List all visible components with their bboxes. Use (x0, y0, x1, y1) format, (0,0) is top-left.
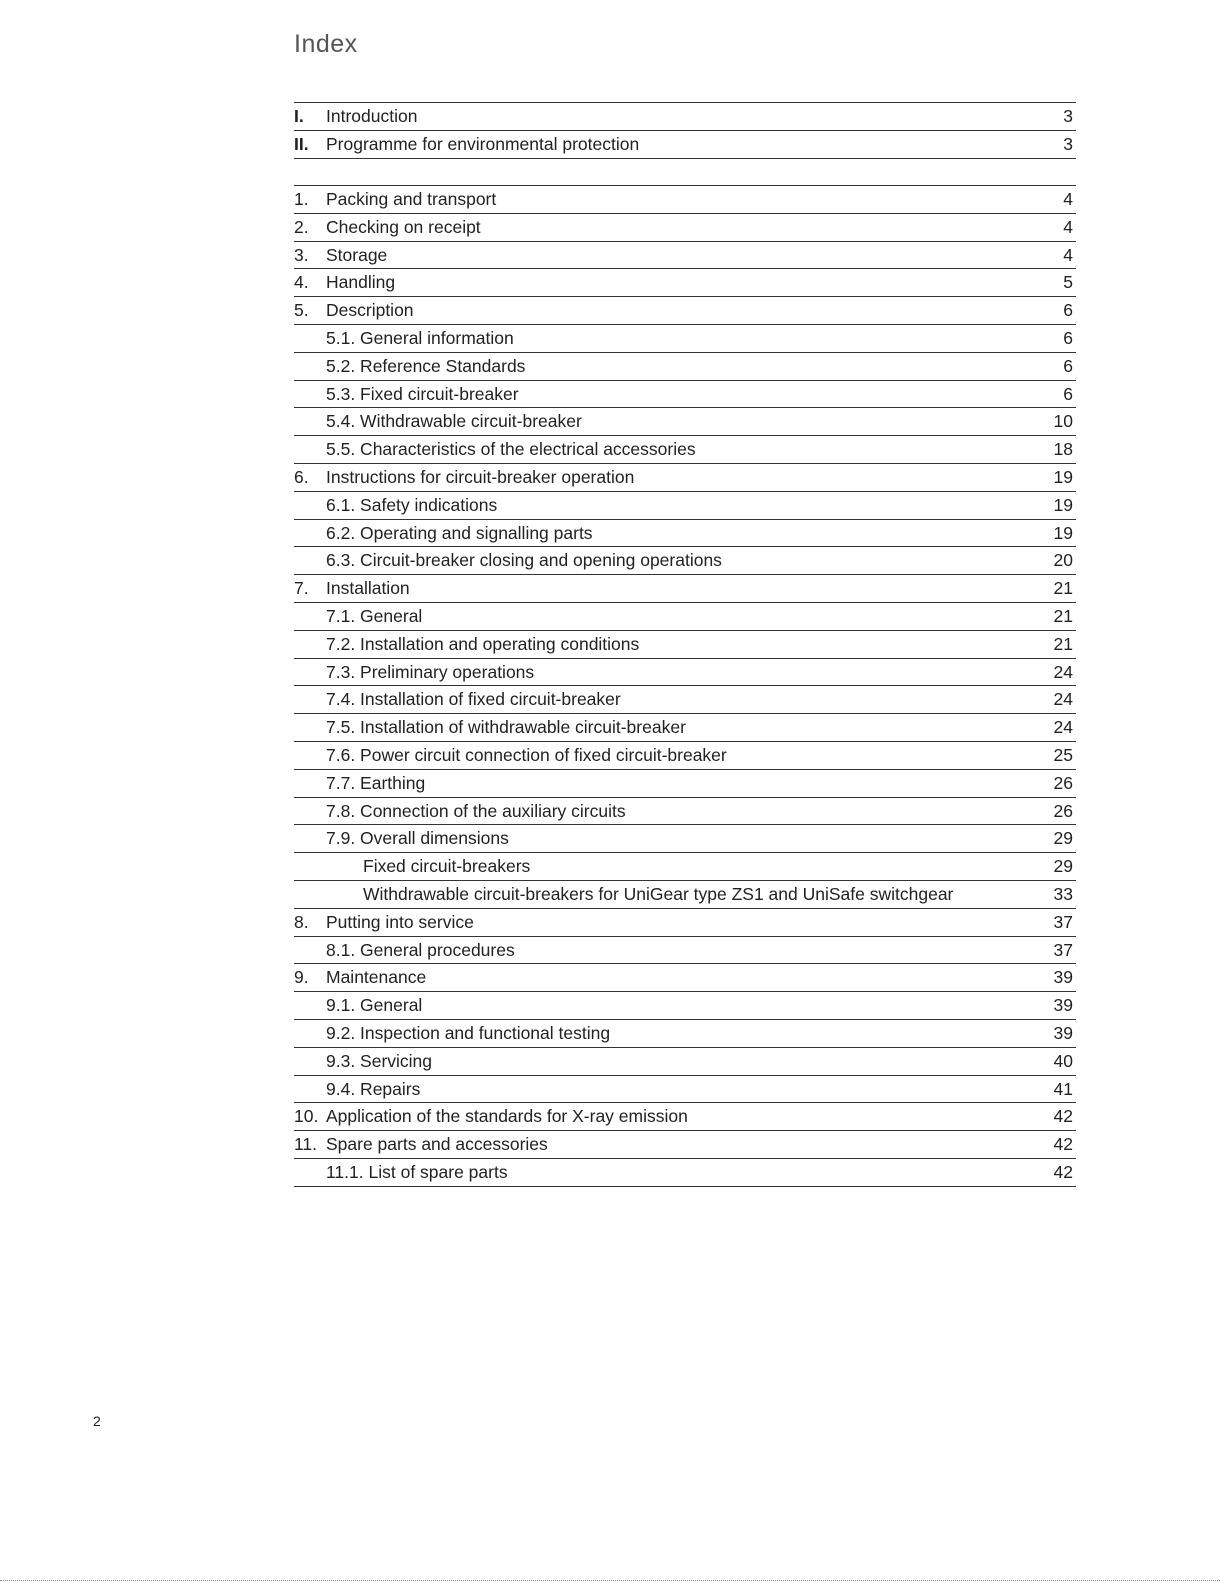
toc-entry[interactable] (294, 992, 1076, 1020)
toc-entry[interactable] (294, 798, 1076, 826)
toc-entry[interactable] (294, 353, 1076, 381)
toc-entry-page: 26 (1053, 800, 1073, 821)
toc-entry-page: 29 (1053, 828, 1073, 849)
toc-entry-page: 21 (1053, 578, 1073, 599)
toc-entry-label: 5.5. Characteristics of the electrical accessories (326, 439, 696, 460)
toc-entry-page: 18 (1053, 439, 1073, 460)
toc-entry[interactable] (294, 269, 1076, 297)
page-number: 2 (93, 1413, 101, 1429)
toc-entry-page: 37 (1053, 939, 1073, 960)
toc-entry-label: 7.7. Earthing (326, 772, 426, 793)
toc-entry-label: Introduction (326, 106, 418, 126)
toc-entry-page: 3 (1063, 133, 1073, 154)
toc-entry-number: 9. (294, 967, 309, 988)
toc-entry-page: 10 (1053, 411, 1073, 432)
toc-entry[interactable] (294, 1131, 1076, 1159)
toc-entry-label: 7.5. Installation of withdrawable circuit-breaker (326, 717, 686, 738)
toc-entry-page: 4 (1063, 216, 1073, 237)
toc-entry[interactable] (294, 825, 1076, 853)
toc-entry-label: Fixed circuit-breakers (363, 856, 531, 877)
toc-entry-label: Installation (326, 578, 410, 599)
toc-entry-number: 2. (294, 216, 309, 237)
toc-entry-page: 24 (1053, 689, 1073, 710)
toc-entry[interactable] (294, 770, 1076, 798)
toc-entry-label: Handling (326, 272, 396, 293)
toc-main (294, 185, 1076, 1187)
toc-entry-page: 42 (1053, 1161, 1073, 1182)
toc-entry[interactable] (294, 964, 1076, 992)
toc-entry-page: 19 (1053, 466, 1073, 487)
toc-entry-label: Maintenance (326, 967, 427, 988)
toc-entry-label: Spare parts and accessories (326, 1134, 548, 1155)
toc-entry[interactable] (294, 575, 1076, 603)
toc-entry-page: 21 (1053, 633, 1073, 654)
toc-entry-page: 33 (1053, 883, 1073, 904)
toc-entry-page: 4 (1063, 244, 1073, 265)
toc-entry[interactable] (294, 464, 1076, 492)
toc-entry-number: 4. (294, 272, 309, 293)
toc-entry[interactable] (294, 1159, 1076, 1187)
toc-entry-number: 10. (294, 1106, 319, 1127)
toc-entry-number: 8. (294, 911, 309, 932)
toc-entry-label: 7.8. Connection of the auxiliary circuits (326, 800, 626, 821)
toc-entry-label: 7.1. General (326, 605, 423, 626)
toc-entry-label: Packing and transport (326, 189, 497, 209)
toc-entry-page: 20 (1053, 550, 1073, 571)
toc-entry-label: Instructions for circuit-breaker operation (326, 466, 635, 487)
toc-entry-label: 9.3. Servicing (326, 1050, 433, 1071)
toc-entry-label: 5.4. Withdrawable circuit-breaker (326, 411, 582, 432)
toc-entry-page: 6 (1063, 355, 1073, 376)
toc-entry[interactable] (294, 242, 1076, 270)
toc-entry-label: Withdrawable circuit-breakers for UniGear type ZS1 and UniSafe switchgear (363, 883, 954, 904)
page-bottom-divider (0, 1580, 1220, 1581)
toc-entry-label: 6.3. Circuit-breaker closing and opening operations (326, 550, 722, 571)
toc-entry[interactable] (294, 492, 1076, 520)
toc-entry-page: 5 (1063, 272, 1073, 293)
toc-entry[interactable] (294, 714, 1076, 742)
toc-entry-number: 7. (294, 578, 309, 599)
toc-entry-page: 26 (1053, 772, 1073, 793)
toc-entry-page: 21 (1053, 605, 1073, 626)
toc-entry-page: 19 (1053, 522, 1073, 543)
toc-entry-page: 42 (1053, 1106, 1073, 1127)
toc-entry-label: Storage (326, 244, 388, 265)
toc-entry-label: Application of the standards for X-ray emission (326, 1106, 688, 1127)
toc-entry[interactable] (294, 186, 1076, 214)
toc-entry-label: 9.1. General (326, 995, 423, 1016)
toc-entry-page: 24 (1053, 661, 1073, 682)
toc-entry-page: 24 (1053, 717, 1073, 738)
toc-entry-label: Description (326, 300, 414, 321)
toc-entry[interactable] (294, 659, 1076, 687)
toc-entry-label: 9.2. Inspection and functional testing (326, 1022, 611, 1043)
toc-entry-number: 6. (294, 466, 309, 487)
toc-entry-label: 7.9. Overall dimensions (326, 828, 509, 849)
toc-entry[interactable] (294, 131, 1076, 159)
toc-entry[interactable] (294, 742, 1076, 770)
toc-entry[interactable] (294, 881, 1076, 909)
toc-entry-label: 11.1. List of spare parts (326, 1161, 508, 1182)
toc-entry-label: 6.1. Safety indications (326, 494, 498, 515)
toc-entry[interactable] (294, 325, 1076, 353)
toc-entry-label: 5.2. Reference Standards (326, 355, 526, 376)
toc-entry-label: 7.6. Power circuit connection of fixed circuit-breaker (326, 744, 727, 765)
toc-entry-page: 37 (1053, 911, 1073, 932)
toc-entry-label: 5.3. Fixed circuit-breaker (326, 383, 519, 404)
toc-entry-number: 11. (294, 1134, 318, 1155)
toc-entry[interactable] (294, 686, 1076, 714)
toc-entry[interactable] (294, 408, 1076, 436)
toc-entry-label: 7.3. Preliminary operations (326, 661, 535, 682)
toc-entry-page: 39 (1053, 967, 1073, 988)
toc-entry-page: 42 (1053, 1134, 1073, 1155)
toc-entry-number: 5. (294, 300, 309, 321)
toc-entry-label: 7.4. Installation of fixed circuit-breaker (326, 689, 621, 710)
toc-entry[interactable] (294, 103, 1076, 131)
toc-entry-label: Checking on receipt (326, 216, 481, 237)
toc-entry-page: 29 (1053, 856, 1073, 877)
toc-entry-page: 4 (1063, 189, 1073, 209)
toc-entry-page: 3 (1063, 106, 1073, 126)
toc-entry-number: I. (294, 106, 304, 126)
toc-entry-page: 39 (1053, 995, 1073, 1016)
toc-entry[interactable] (294, 547, 1076, 575)
toc-entry-page: 6 (1063, 327, 1073, 348)
toc-entry-page: 25 (1053, 744, 1073, 765)
toc-entry[interactable] (294, 631, 1076, 659)
toc-entry-number: 1. (294, 189, 309, 209)
toc-entry-number: II. (294, 133, 309, 154)
toc-entry-page: 19 (1053, 494, 1073, 515)
toc-entry[interactable] (294, 853, 1076, 881)
toc-entry[interactable] (294, 520, 1076, 548)
toc-entry[interactable] (294, 381, 1076, 409)
toc-entry-page: 39 (1053, 1022, 1073, 1043)
toc-entry[interactable] (294, 214, 1076, 242)
toc-entry[interactable] (294, 1103, 1076, 1131)
toc-entry-page: 40 (1053, 1050, 1073, 1071)
toc-entry[interactable] (294, 1020, 1076, 1048)
toc-entry-label: 5.1. General information (326, 327, 514, 348)
toc-entry-label: 9.4. Repairs (326, 1078, 421, 1099)
toc-front-matter (294, 102, 1076, 159)
toc-entry-label: 7.2. Installation and operating conditions (326, 633, 640, 654)
toc-entry[interactable] (294, 1076, 1076, 1104)
toc-entry-label: 6.2. Operating and signalling parts (326, 522, 593, 543)
toc-entry[interactable] (294, 297, 1076, 325)
toc-entry[interactable] (294, 436, 1076, 464)
toc-entry[interactable] (294, 1048, 1076, 1076)
toc-entry[interactable] (294, 937, 1076, 965)
page-title: Index (294, 30, 358, 58)
toc-entry-label: 8.1. General procedures (326, 939, 515, 960)
toc-entry-page: 41 (1053, 1078, 1073, 1099)
toc-entry-number: 3. (294, 244, 309, 265)
toc-entry-page: 6 (1063, 383, 1073, 404)
toc-entry[interactable] (294, 603, 1076, 631)
toc-entry-page: 6 (1063, 300, 1073, 321)
toc-entry[interactable] (294, 909, 1076, 937)
toc-entry-label: Putting into service (326, 911, 474, 932)
toc-entry-label: Programme for environmental protection (326, 133, 640, 154)
